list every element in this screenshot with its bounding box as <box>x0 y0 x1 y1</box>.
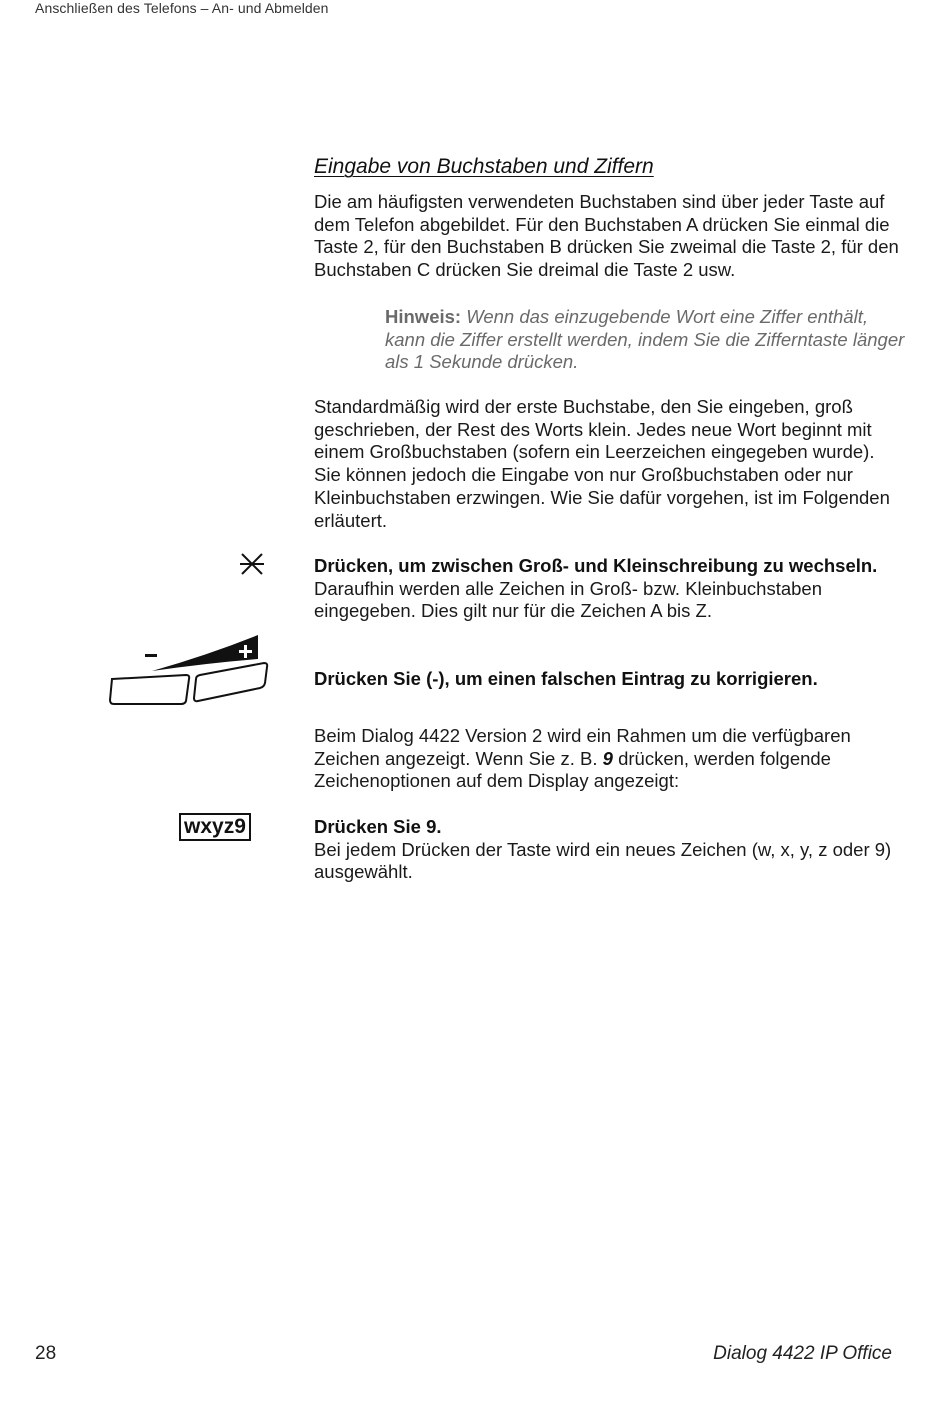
nine-instruction-text: Bei jedem Drücken der Taste wird ein neues Zeichen (w, x, y, z oder 9) ausgewählt. <box>314 838 892 883</box>
note-text: Wenn das einzugebende Wort eine Ziffer enthält, kann die Ziffer erstellt werden, indem Sie die Zifferntaste länger als 1 Sekunde drücken. <box>385 306 905 373</box>
nine-instruction-bold: Drücken Sie 9. <box>314 816 442 837</box>
version2-paragraph <box>314 725 904 793</box>
note-label: Hinweis: <box>385 306 462 327</box>
key-9-display-label: wxyz9 <box>179 813 251 841</box>
running-header: Anschließen des Telefons – An- und Abmelden <box>35 0 329 16</box>
nine-instruction <box>314 816 904 884</box>
minus-instruction: Drücken Sie (-), um einen falschen Eintrag zu korrigieren. <box>314 668 818 689</box>
star-instruction-bold: Drücken, um zwischen Groß- und Kleinschreibung zu wechseln. <box>314 555 878 576</box>
volume-keys-icon <box>108 633 270 707</box>
star-key-icon <box>239 551 265 577</box>
section-title: Eingabe von Buchstaben und Ziffern <box>314 155 654 178</box>
page-number: 28 <box>35 1343 57 1364</box>
default-case-paragraph: Standardmäßig wird der erste Buchstabe, den Sie eingeben, groß geschrieben, der Rest des Worts klein. Jedes neue Wort beginnt mit einem Großbuchstaben (sofern ein Leerzeichen eingegeben wurde). Sie können jedoch die Eingabe von nur Großbuchstaben oder nur Kleinbuchstaben erzwingen. Wie Sie dafür vorgehen, ist im Folgenden erläutert. <box>314 396 890 531</box>
star-instruction-text: Daraufhin werden alle Zeichen in Groß- bzw. Kleinbuchstaben eingegeben. Dies gilt nur für die Zeichen A bis Z. <box>314 577 823 622</box>
version2-key: 9 <box>602 747 613 769</box>
version2-after: drücken, werden folgende Zeichenoptionen auf dem Display angezeigt: <box>314 747 831 792</box>
star-instruction <box>314 555 904 623</box>
note-paragraph <box>385 306 905 374</box>
intro-paragraph: Die am häufigsten verwendeten Buchstaben sind über jeder Taste auf dem Telefon abgebildet. Für den Buchstaben A drücken Sie einmal die Taste 2, für den Buchstaben B drücken Sie zweimal die Taste 2, für den Buchstaben C drücken Sie dreimal die Taste 2 usw. <box>314 191 899 281</box>
version2-before: Beim Dialog 4422 Version 2 wird ein Rahmen um die verfügbaren Zeichen angezeigt. Wenn Sie z. B. <box>314 725 851 769</box>
footer-doc-title: Dialog 4422 IP Office <box>713 1343 892 1364</box>
